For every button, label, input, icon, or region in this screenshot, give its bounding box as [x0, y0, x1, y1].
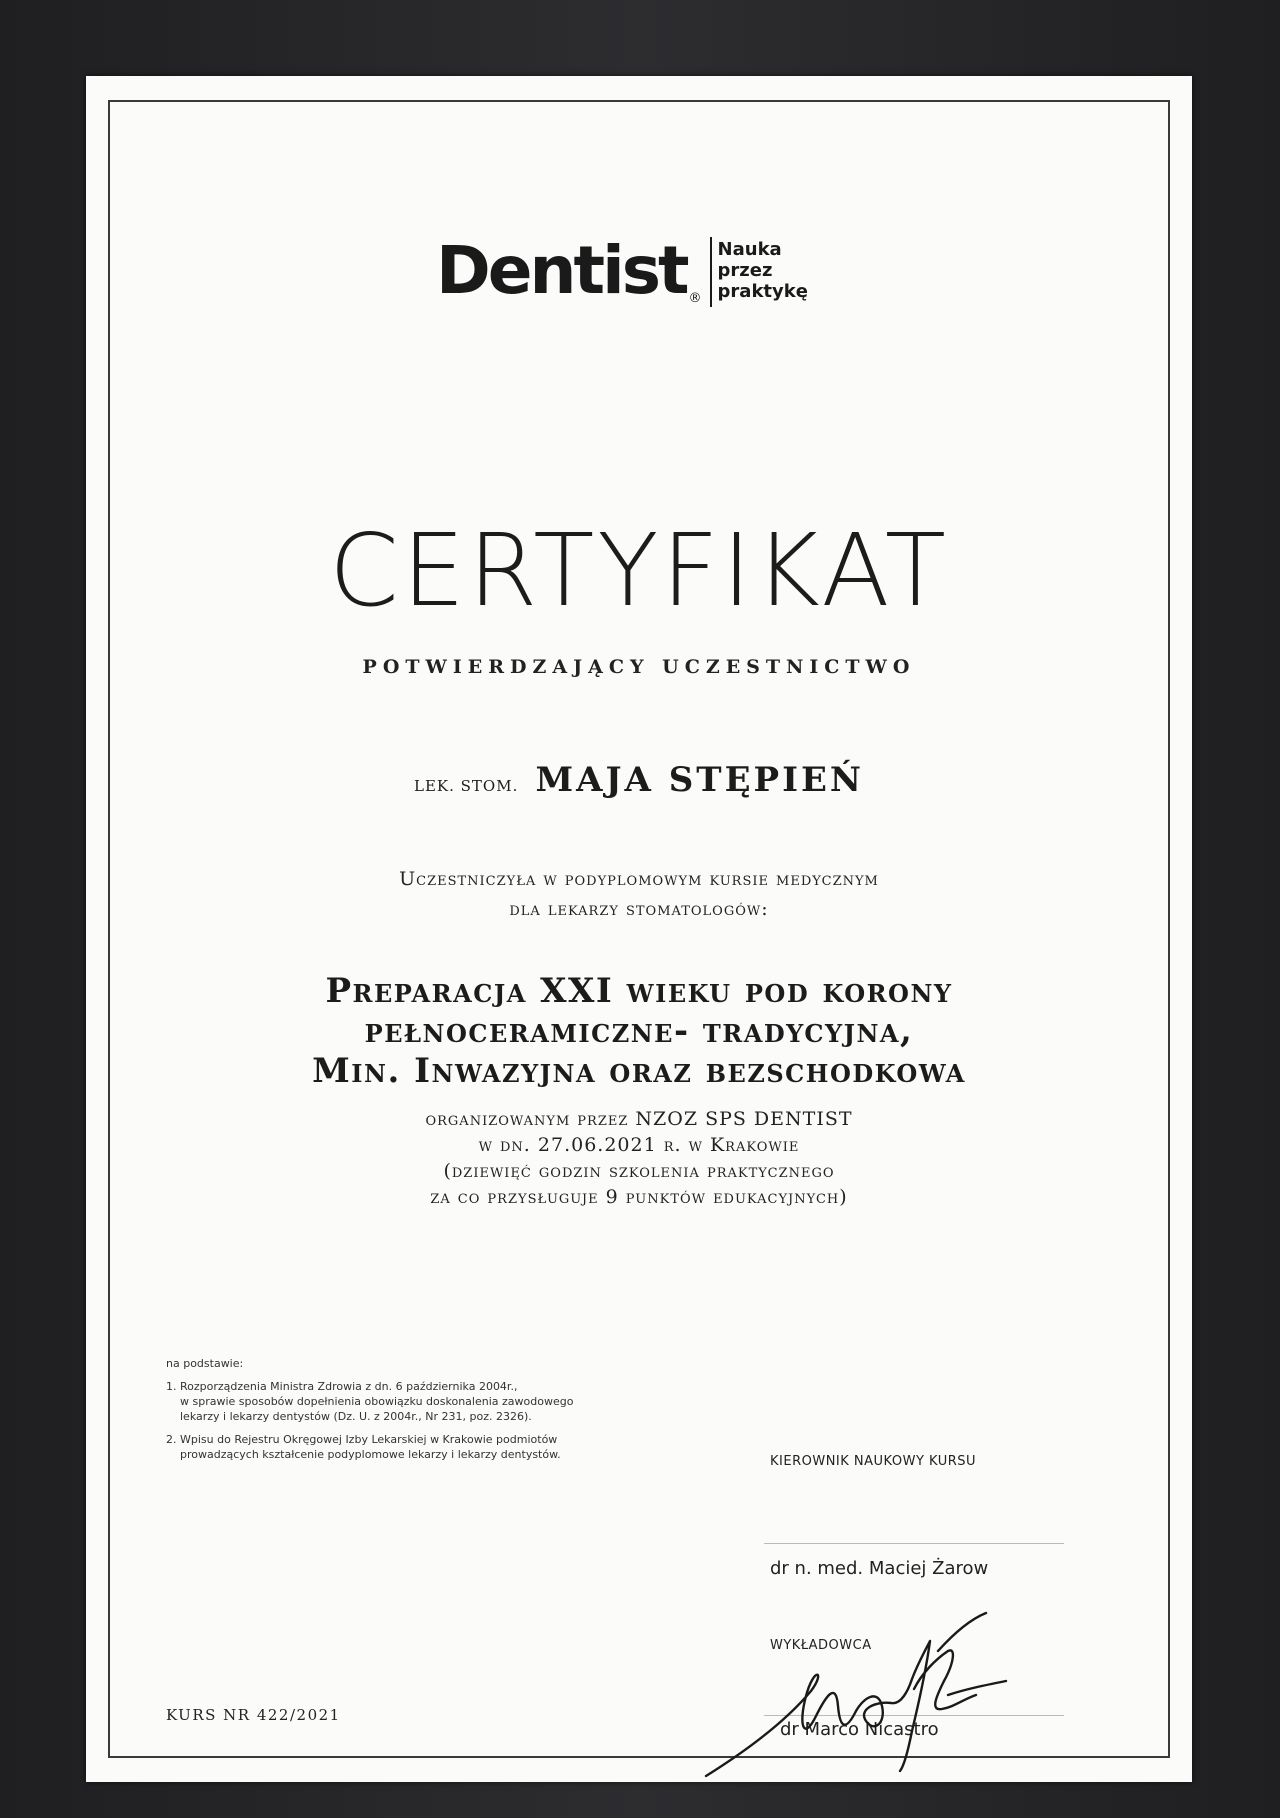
handwritten-signature	[686, 1611, 1046, 1781]
organization-text	[86, 1106, 1192, 1210]
logo-tagline-line: Nauka	[717, 239, 782, 260]
scientific-director-name: dr n. med. Maciej Żarow	[770, 1558, 989, 1579]
logo-tagline-line: przez	[717, 260, 773, 281]
course-title	[86, 971, 1192, 1091]
course-number: KURS NR 422/2021	[166, 1706, 341, 1724]
course-title-line: Preparacja XXI wieku pod korony	[325, 971, 953, 1011]
legal-basis-line: prowadzących kształcenie podyplomowe lekarzy i lekarzy dentystów.	[180, 1448, 561, 1461]
course-title-line: Min. Inwazyjna oraz bezschodkowa	[312, 1051, 966, 1091]
lecturer-name: dr Marco Nicastro	[780, 1719, 939, 1740]
organization-line: w dn. 27.06.2021 r. w Krakowie	[478, 1134, 800, 1156]
organization-line: organizowanym przez NZOZ SPS DENTIST	[425, 1108, 853, 1130]
certificate-paper	[86, 76, 1192, 1782]
legal-basis-line: lekarzy i lekarzy dentystów (Dz. U. z 2004r., Nr 231, poz. 2326).	[180, 1410, 532, 1423]
participation-line: Uczestniczyła w podyplomowym kursie medycznym	[399, 868, 879, 890]
legal-basis-line: w sprawie sposobów dopełnienia obowiązku doskonalenia zawodowego	[180, 1395, 574, 1408]
recipient	[86, 760, 1192, 800]
signature-line	[764, 1543, 1064, 1544]
participation-line: dla lekarzy stomatologów:	[509, 898, 769, 920]
legal-basis-item	[166, 1432, 686, 1462]
logo-registered-mark: ®	[688, 291, 702, 306]
logo-brand: Dentist	[436, 232, 687, 309]
certificate-subtitle: POTWIERDZAJĄCY UCZESTNICTWO	[362, 656, 916, 678]
legal-basis-item	[166, 1379, 686, 1424]
organization-line: za co przysługuje 9 punktów edukacyjnych)	[430, 1186, 848, 1208]
legal-basis-line: 2. Wpisu do Rejestru Okręgowej Izby Lekarskiej w Krakowie podmiotów	[166, 1433, 558, 1446]
legal-basis	[166, 1356, 686, 1462]
recipient-prefix: LEK. STOM.	[413, 777, 519, 795]
certificate-title: CERTYFIKAT	[329, 512, 949, 629]
organization-line: (dziewięć godzin szkolenia praktycznego	[443, 1160, 835, 1182]
dentist-logo	[436, 233, 808, 313]
logo-tagline-line: praktykę	[717, 281, 808, 302]
scientific-director-label: KIEROWNIK NAUKOWY KURSU	[770, 1454, 977, 1469]
recipient-name: MAJA STĘPIEŃ	[535, 760, 864, 800]
certificate-border	[108, 100, 1170, 1758]
logo-tagline	[718, 239, 808, 302]
legal-basis-heading: na podstawie:	[166, 1357, 244, 1370]
logo-separator	[710, 237, 712, 307]
course-title-line: pełnoceramiczne- tradycyjna,	[364, 1011, 914, 1051]
lecturer-label: WYKŁADOWCA	[770, 1638, 872, 1653]
legal-basis-line: 1. Rozporządzenia Ministra Zdrowia z dn. 6 października 2004r.,	[166, 1380, 518, 1393]
participation-text	[86, 864, 1192, 924]
